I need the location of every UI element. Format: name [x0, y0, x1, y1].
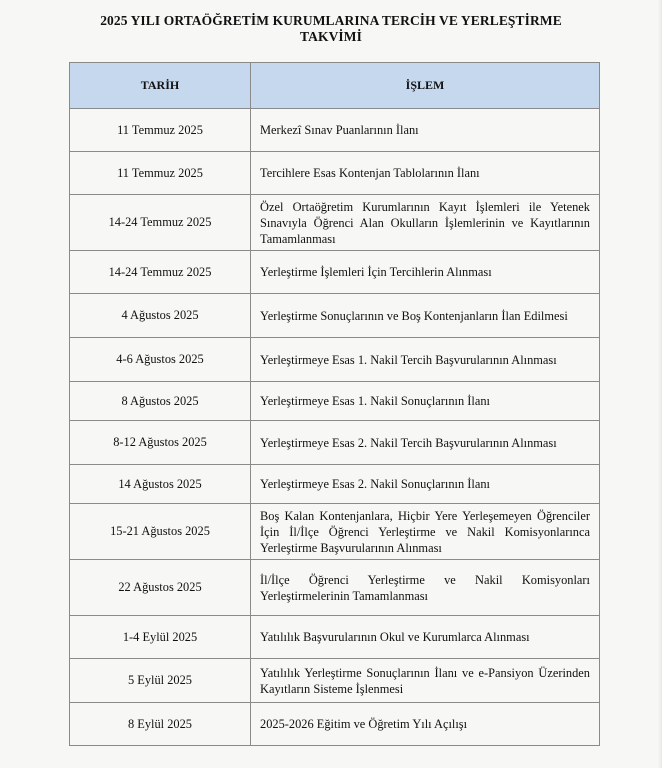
- row-date: 14-24 Temmuz 2025: [70, 251, 251, 294]
- title-line-2: TAKVİMİ: [300, 29, 362, 44]
- row-operation: Tercihlere Esas Kontenjan Tablolarının İlanı: [251, 152, 600, 195]
- row-date: 22 Ağustos 2025: [70, 560, 251, 616]
- row-date: 5 Eylül 2025: [70, 659, 251, 703]
- table-row: [70, 616, 600, 659]
- row-operation: 2025-2026 Eğitim ve Öğretim Yılı Açılışı: [251, 703, 600, 746]
- table-row: [70, 152, 600, 195]
- table-row: [70, 195, 600, 251]
- header-date: TARİH: [70, 63, 251, 109]
- table-row: [70, 382, 600, 421]
- page-edge-shadow: [658, 0, 662, 768]
- row-operation: Yerleştirmeye Esas 2. Nakil Tercih Başvurularının Alınması: [251, 421, 600, 465]
- row-operation: Yerleştirmeye Esas 1. Nakil Tercih Başvurularının Alınması: [251, 338, 600, 382]
- title-line-1: 2025 YILI ORTAÖĞRETİM KURUMLARINA TERCİH VE YERLEŞTİRME: [100, 13, 562, 28]
- row-date: 15-21 Ağustos 2025: [70, 504, 251, 560]
- row-operation: Merkezî Sınav Puanlarının İlanı: [251, 109, 600, 152]
- row-operation: Yerleştirme İşlemleri İçin Tercihlerin Alınması: [251, 251, 600, 294]
- table-row: [70, 504, 600, 560]
- row-operation: İl/İlçe Öğrenci Yerleştirme ve Nakil Komisyonları Yerleştirmelerinin Tamamlanması: [251, 560, 600, 616]
- row-date: 8 Eylül 2025: [70, 703, 251, 746]
- table-row: [70, 109, 600, 152]
- header-operation: İŞLEM: [251, 63, 600, 109]
- row-operation: Yerleştirmeye Esas 2. Nakil Sonuçlarının İlanı: [251, 465, 600, 504]
- row-operation: Yerleştirme Sonuçlarının ve Boş Kontenjanların İlan Edilmesi: [251, 294, 600, 338]
- row-date: 11 Temmuz 2025: [70, 109, 251, 152]
- table-row: [70, 560, 600, 616]
- table-header-row: [70, 63, 600, 109]
- calendar-table: [69, 62, 600, 746]
- row-operation: Özel Ortaöğretim Kurumlarının Kayıt İşlemleri ile Yetenek Sınavıyla Öğrenci Alan Okulların İşlemlerinin ve Kayıtlarının Tamamlanması: [251, 195, 600, 251]
- table-row: [70, 703, 600, 746]
- row-operation: Yerleştirmeye Esas 1. Nakil Sonuçlarının İlanı: [251, 382, 600, 421]
- row-date: 14 Ağustos 2025: [70, 465, 251, 504]
- document-title: [70, 13, 592, 45]
- row-date: 8-12 Ağustos 2025: [70, 421, 251, 465]
- row-date: 11 Temmuz 2025: [70, 152, 251, 195]
- row-date: 4-6 Ağustos 2025: [70, 338, 251, 382]
- table-row: [70, 659, 600, 703]
- table-row: [70, 338, 600, 382]
- row-operation: Yatılılık Başvurularının Okul ve Kurumlarca Alınması: [251, 616, 600, 659]
- row-date: 14-24 Temmuz 2025: [70, 195, 251, 251]
- table-row: [70, 251, 600, 294]
- row-date: 4 Ağustos 2025: [70, 294, 251, 338]
- table-row: [70, 465, 600, 504]
- table-row: [70, 294, 600, 338]
- row-operation: Boş Kalan Kontenjanlara, Hiçbir Yere Yerleşemeyen Öğrenciler İçin İl/İlçe Öğrenci Yerleştirme ve Nakil Komisyonlarınca Yerleştirme Başvurularının Alınması: [251, 504, 600, 560]
- row-date: 8 Ağustos 2025: [70, 382, 251, 421]
- table-row: [70, 421, 600, 465]
- row-date: 1-4 Eylül 2025: [70, 616, 251, 659]
- row-operation: Yatılılık Yerleştirme Sonuçlarının İlanı ve e-Pansiyon Üzerinden Kayıtların Sisteme İşlenmesi: [251, 659, 600, 703]
